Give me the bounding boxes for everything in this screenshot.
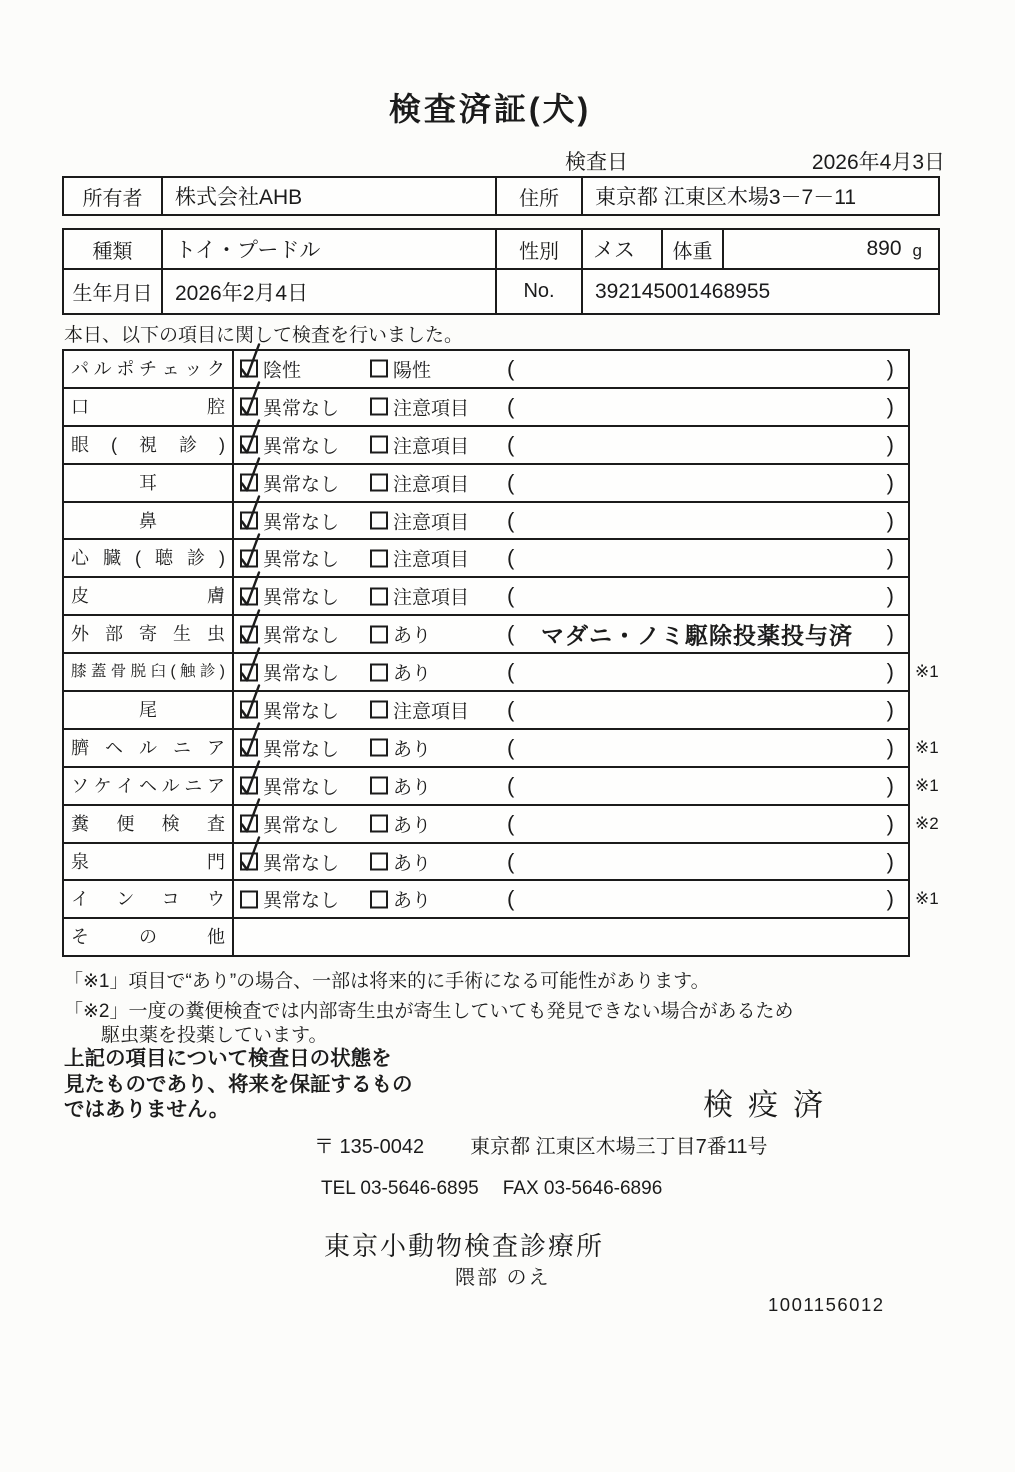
exam-item-label-cell bbox=[64, 578, 234, 614]
option2-label: あり bbox=[393, 625, 432, 647]
option1-checkbox[interactable] bbox=[240, 663, 258, 681]
paren-open: ( bbox=[507, 696, 515, 722]
option2-label: 注意項目 bbox=[393, 549, 470, 571]
disclaimer-line-2: 見たものであり、将来を保証するもの bbox=[64, 1072, 413, 1096]
exam-row bbox=[64, 465, 908, 503]
option1-checkbox[interactable] bbox=[240, 777, 258, 795]
exam-item-label: 泉 門 bbox=[71, 851, 225, 872]
exam-row-options bbox=[234, 427, 908, 463]
exam-item-label: 膝 蓋 骨 脱 臼 ( 触 診 ) bbox=[71, 663, 225, 681]
option1 bbox=[240, 507, 339, 534]
exam-item-label: ソ ケ イ ヘ ル ニ ア bbox=[71, 775, 225, 796]
clinic-postal-code: 〒 135-0042 bbox=[314, 1136, 425, 1158]
clinic-tel: TEL 03-5646-6895 bbox=[321, 1178, 479, 1199]
exam-row-options bbox=[234, 806, 908, 842]
option2-checkbox[interactable] bbox=[370, 512, 388, 530]
row-note: ※1 bbox=[915, 662, 939, 682]
inspection-date-value: 2026年4月3日 bbox=[811, 151, 945, 174]
clinic-address: 東京都 江東区木場三丁目7番11号 bbox=[470, 1136, 768, 1158]
row-note: ※2 bbox=[915, 813, 939, 833]
option2 bbox=[370, 355, 431, 382]
exam-row bbox=[64, 503, 908, 541]
option1-checkbox[interactable] bbox=[240, 474, 258, 492]
sex-label: 性別 bbox=[497, 230, 583, 268]
option2-checkbox[interactable] bbox=[370, 436, 388, 454]
exam-item-label-cell bbox=[64, 503, 234, 539]
paren-close: ) bbox=[886, 848, 894, 874]
checkmark-icon bbox=[237, 797, 263, 837]
exam-row-options bbox=[234, 919, 908, 955]
exam-item-label: 臍 ヘ ル ニ ア bbox=[71, 737, 225, 758]
exam-row bbox=[64, 919, 908, 955]
exam-item-label: 糞 便 検 査 bbox=[71, 813, 225, 834]
exam-row-options bbox=[234, 654, 908, 690]
option1 bbox=[240, 355, 301, 382]
option2 bbox=[370, 734, 431, 761]
disclaimer-line-1: 上記の項目について検査日の状態を bbox=[64, 1047, 392, 1070]
option2-label: あり bbox=[393, 853, 432, 875]
checkmark-icon bbox=[237, 342, 263, 382]
option1 bbox=[240, 734, 339, 761]
option1-label: 異常なし bbox=[263, 549, 340, 571]
paren-open: ( bbox=[507, 545, 515, 571]
option2 bbox=[370, 583, 469, 610]
exam-row-options bbox=[234, 351, 908, 387]
option1-label: 異常なし bbox=[263, 853, 340, 875]
breed-value: トイ・プードル bbox=[163, 230, 497, 268]
option2-label: あり bbox=[393, 739, 432, 761]
option2-checkbox[interactable] bbox=[370, 663, 388, 681]
option2-checkbox[interactable] bbox=[370, 777, 388, 795]
exam-row bbox=[64, 730, 939, 768]
exam-row-options bbox=[234, 844, 908, 880]
checkmark-icon bbox=[237, 456, 263, 496]
option2-checkbox[interactable] bbox=[370, 398, 388, 416]
sex-value: メス bbox=[583, 230, 663, 268]
exam-row-options bbox=[234, 578, 908, 614]
option1-checkbox[interactable] bbox=[240, 360, 258, 378]
row-note: ※1 bbox=[915, 737, 939, 757]
option2-checkbox[interactable] bbox=[370, 360, 388, 378]
option2-label: あり bbox=[393, 815, 432, 837]
paren-open: ( bbox=[507, 431, 515, 457]
document-number: 1001156012 bbox=[768, 1294, 885, 1315]
birth-row bbox=[64, 270, 938, 313]
exam-row-options bbox=[234, 616, 908, 652]
option2-checkbox[interactable] bbox=[370, 474, 388, 492]
animal-info-table bbox=[62, 228, 940, 315]
owner-value: 株式会社AHB bbox=[163, 178, 497, 214]
paren-open: ( bbox=[507, 886, 515, 912]
option2 bbox=[370, 507, 469, 534]
option2 bbox=[370, 431, 469, 458]
exam-row bbox=[64, 540, 908, 578]
checkmark-icon bbox=[237, 759, 263, 799]
exam-item-label: パ ル ポ チ ェ ッ ク bbox=[71, 358, 225, 379]
address-value: 東京都 江東区木場3－7－11 bbox=[595, 186, 856, 209]
exam-table bbox=[62, 349, 939, 957]
option2-checkbox[interactable] bbox=[370, 625, 388, 643]
exam-row bbox=[64, 578, 908, 616]
row-note: ※1 bbox=[915, 889, 939, 909]
exam-item-label: そ の 他 bbox=[71, 927, 225, 948]
exam-row-options bbox=[234, 881, 908, 917]
option2 bbox=[370, 886, 431, 913]
option2-label: 注意項目 bbox=[393, 436, 470, 458]
option2-checkbox[interactable] bbox=[370, 815, 388, 833]
clinic-name: 東京小動物検査診療所 bbox=[324, 1231, 605, 1261]
option2-label: あり bbox=[393, 890, 432, 912]
option1-checkbox[interactable] bbox=[240, 587, 258, 605]
exam-row-options bbox=[234, 692, 908, 728]
paren-close: ) bbox=[886, 886, 894, 912]
option1-label: 異常なし bbox=[263, 398, 340, 420]
exam-row-options bbox=[234, 768, 908, 804]
exam-item-label-cell bbox=[64, 616, 234, 652]
paren-open: ( bbox=[507, 621, 515, 647]
paren-close: ) bbox=[886, 772, 894, 798]
exam-row bbox=[64, 881, 939, 919]
option1-label: 異常なし bbox=[263, 436, 340, 458]
exam-row-options bbox=[234, 389, 908, 425]
birthdate-value: 2026年2月4日 bbox=[163, 270, 497, 313]
weight-label: 体重 bbox=[663, 230, 724, 268]
option2 bbox=[370, 810, 431, 837]
exam-row bbox=[64, 351, 908, 389]
exam-item-label-cell bbox=[64, 427, 234, 463]
paren-open: ( bbox=[507, 734, 515, 760]
option1 bbox=[240, 583, 339, 610]
row-note: ※1 bbox=[915, 775, 939, 795]
disclaimer-line-3: ではありません。 bbox=[64, 1098, 230, 1121]
option1-label: 異常なし bbox=[263, 587, 340, 609]
option1 bbox=[240, 772, 339, 799]
option1 bbox=[240, 659, 339, 686]
exam-row bbox=[64, 844, 908, 882]
exam-item-label: 尾 bbox=[139, 699, 157, 720]
option2-label: 注意項目 bbox=[393, 512, 470, 533]
exam-item-label-cell bbox=[64, 692, 234, 728]
option2 bbox=[370, 696, 469, 723]
paren-open: ( bbox=[507, 355, 515, 381]
clinic-postal-line bbox=[314, 1130, 768, 1159]
weight-cell bbox=[724, 230, 938, 268]
option2-checkbox[interactable] bbox=[370, 853, 388, 871]
checkmark-icon bbox=[237, 683, 263, 723]
option2-label: 注意項目 bbox=[393, 398, 470, 420]
paren-close: ) bbox=[886, 621, 894, 647]
exam-item-label-cell bbox=[64, 465, 234, 501]
option1-checkbox[interactable] bbox=[240, 815, 258, 833]
option2-label: 注意項目 bbox=[393, 587, 470, 609]
exam-item-label: 外 部 寄 生 虫 bbox=[71, 624, 225, 645]
option2-label: 注意項目 bbox=[393, 474, 470, 496]
paren-close: ) bbox=[886, 659, 894, 685]
paren-open: ( bbox=[507, 507, 515, 533]
exam-row bbox=[64, 389, 908, 427]
option1-label: 異常なし bbox=[263, 815, 340, 837]
footnote-2-continued: 駆虫薬を投薬しています。 bbox=[101, 1025, 328, 1046]
paren-close: ) bbox=[886, 545, 894, 571]
clinic-tel-line bbox=[321, 1178, 662, 1200]
exam-item-label-cell bbox=[64, 844, 234, 880]
option1-label: 異常なし bbox=[263, 663, 340, 685]
checkmark-icon bbox=[237, 569, 263, 609]
option1-checkbox[interactable] bbox=[240, 625, 258, 643]
checkmark-icon bbox=[237, 531, 263, 571]
option1-label: 異常なし bbox=[263, 625, 340, 647]
option1 bbox=[240, 393, 339, 420]
birthdate-label: 生年月日 bbox=[64, 270, 163, 313]
exam-row bbox=[64, 616, 908, 654]
quarantine-passed-stamp: 検疫済 bbox=[703, 1089, 838, 1122]
disclaimer-text bbox=[64, 1046, 413, 1123]
option1-checkbox[interactable] bbox=[240, 398, 258, 416]
checkmark-icon bbox=[237, 645, 263, 685]
paren-close: ) bbox=[886, 393, 894, 419]
option1-label: 異常なし bbox=[263, 474, 340, 496]
checkmark-icon bbox=[237, 835, 263, 875]
exam-row-options bbox=[234, 730, 908, 766]
exam-item-label: 眼 ( 視 診 ) bbox=[71, 434, 225, 455]
exam-item-label-cell bbox=[64, 768, 234, 804]
exam-item-label: イ ン コ ウ bbox=[71, 889, 225, 910]
owner-label: 所有者 bbox=[64, 178, 163, 214]
option2-label: あり bbox=[393, 663, 432, 685]
option1 bbox=[240, 696, 339, 723]
number-value: 392145001468955 bbox=[595, 279, 771, 303]
option2-label: あり bbox=[393, 777, 432, 799]
inspection-date-label: 検査日 bbox=[565, 151, 628, 174]
owner-table bbox=[62, 176, 940, 216]
exam-row bbox=[64, 654, 939, 692]
exam-row-options bbox=[234, 503, 908, 539]
page-title: 検査済証(犬) bbox=[388, 91, 592, 127]
option2-checkbox[interactable] bbox=[370, 701, 388, 719]
exam-item-label-cell bbox=[64, 654, 234, 690]
exam-item-label-cell bbox=[64, 540, 234, 576]
paren-close: ) bbox=[886, 696, 894, 722]
exam-item-label-cell bbox=[64, 351, 234, 387]
option1 bbox=[240, 431, 339, 458]
paren-close: ) bbox=[886, 355, 894, 381]
option1 bbox=[240, 810, 339, 837]
paren-close: ) bbox=[886, 734, 894, 760]
exam-item-label-cell bbox=[64, 881, 234, 917]
paren-open: ( bbox=[507, 848, 515, 874]
option2 bbox=[370, 621, 431, 648]
option1-checkbox[interactable] bbox=[240, 549, 258, 567]
exam-row bbox=[64, 768, 939, 806]
option2 bbox=[370, 848, 431, 875]
option1 bbox=[240, 621, 339, 648]
option1-checkbox[interactable] bbox=[240, 512, 258, 530]
exam-item-label: 皮 膚 bbox=[71, 586, 225, 607]
option1-label: 異常なし bbox=[263, 890, 340, 912]
option1-checkbox[interactable] bbox=[240, 739, 258, 757]
checkmark-icon bbox=[237, 607, 263, 647]
option1 bbox=[240, 848, 339, 875]
option2 bbox=[370, 469, 469, 496]
option1-label: 異常なし bbox=[263, 739, 340, 761]
exam-item-label: 耳 bbox=[139, 472, 157, 493]
paren-close: ) bbox=[886, 810, 894, 836]
option2 bbox=[370, 545, 469, 572]
option1-label: 異常なし bbox=[263, 701, 340, 723]
option2 bbox=[370, 659, 431, 686]
exam-item-label: 口 腔 bbox=[71, 396, 225, 417]
option1 bbox=[240, 886, 339, 913]
option2 bbox=[370, 772, 431, 799]
paren-open: ( bbox=[507, 659, 515, 685]
option1-label: 異常なし bbox=[263, 777, 340, 799]
option2-checkbox[interactable] bbox=[370, 890, 388, 908]
breed-label: 種類 bbox=[64, 230, 163, 268]
paren-open: ( bbox=[507, 393, 515, 419]
option1-checkbox[interactable] bbox=[240, 890, 258, 908]
checkmark-icon bbox=[237, 494, 263, 534]
paren-close: ) bbox=[886, 469, 894, 495]
option1 bbox=[240, 469, 339, 496]
breed-row bbox=[64, 230, 938, 270]
examiner-name: 隈部 のえ bbox=[455, 1267, 551, 1289]
paren-open: ( bbox=[507, 810, 515, 836]
paren-open: ( bbox=[507, 772, 515, 798]
option1 bbox=[240, 545, 339, 572]
paren-close: ) bbox=[886, 583, 894, 609]
exam-item-label: 心 臓 ( 聴 診 ) bbox=[71, 548, 225, 569]
exam-item-label-cell bbox=[64, 806, 234, 842]
footnote-1: 「※1」項目で“あり”の場合、一部は将来的に手術になる可能性があります。 bbox=[64, 971, 710, 992]
paren-open: ( bbox=[507, 469, 515, 495]
address-label: 住所 bbox=[497, 178, 583, 214]
exam-item-label: 鼻 bbox=[139, 510, 157, 531]
paren-open: ( bbox=[507, 583, 515, 609]
intro-text: 本日、以下の項目に関して検査を行いました。 bbox=[64, 325, 464, 346]
option1-checkbox[interactable] bbox=[240, 436, 258, 454]
exam-item-label-cell bbox=[64, 389, 234, 425]
exam-row-options bbox=[234, 540, 908, 576]
paren-close: ) bbox=[886, 507, 894, 533]
option1-label: 陰性 bbox=[263, 360, 302, 382]
option2-checkbox[interactable] bbox=[370, 739, 388, 757]
exam-row bbox=[64, 806, 939, 844]
checkmark-icon bbox=[237, 418, 263, 458]
footnote-2: 「※2」一度の糞便検査では内部寄生虫が寄生していても発見できない場合があるため bbox=[64, 1001, 794, 1022]
exam-item-label-cell bbox=[64, 730, 234, 766]
weight-value: 890 bbox=[866, 237, 902, 260]
weight-unit: g bbox=[912, 240, 922, 260]
exam-row bbox=[64, 692, 908, 730]
option2-label: 陽性 bbox=[393, 360, 432, 382]
number-label: No. bbox=[497, 270, 583, 313]
option2 bbox=[370, 393, 469, 420]
option2-checkbox[interactable] bbox=[370, 587, 388, 605]
exam-row bbox=[64, 427, 908, 465]
paren-close: ) bbox=[886, 431, 894, 457]
checkmark-icon bbox=[237, 721, 263, 761]
option2-checkbox[interactable] bbox=[370, 549, 388, 567]
option1-checkbox[interactable] bbox=[240, 701, 258, 719]
checkmark-icon bbox=[237, 380, 263, 420]
clinic-fax: FAX 03-5646-6896 bbox=[502, 1178, 663, 1199]
exam-row-options bbox=[234, 465, 908, 501]
remark-text: マダニ・ノミ駆除投薬投与済 bbox=[541, 622, 853, 649]
option2-label: 注意項目 bbox=[393, 701, 470, 723]
option1-label: 異常なし bbox=[263, 512, 340, 533]
exam-item-label-cell bbox=[64, 919, 234, 955]
option1-checkbox[interactable] bbox=[240, 853, 258, 871]
